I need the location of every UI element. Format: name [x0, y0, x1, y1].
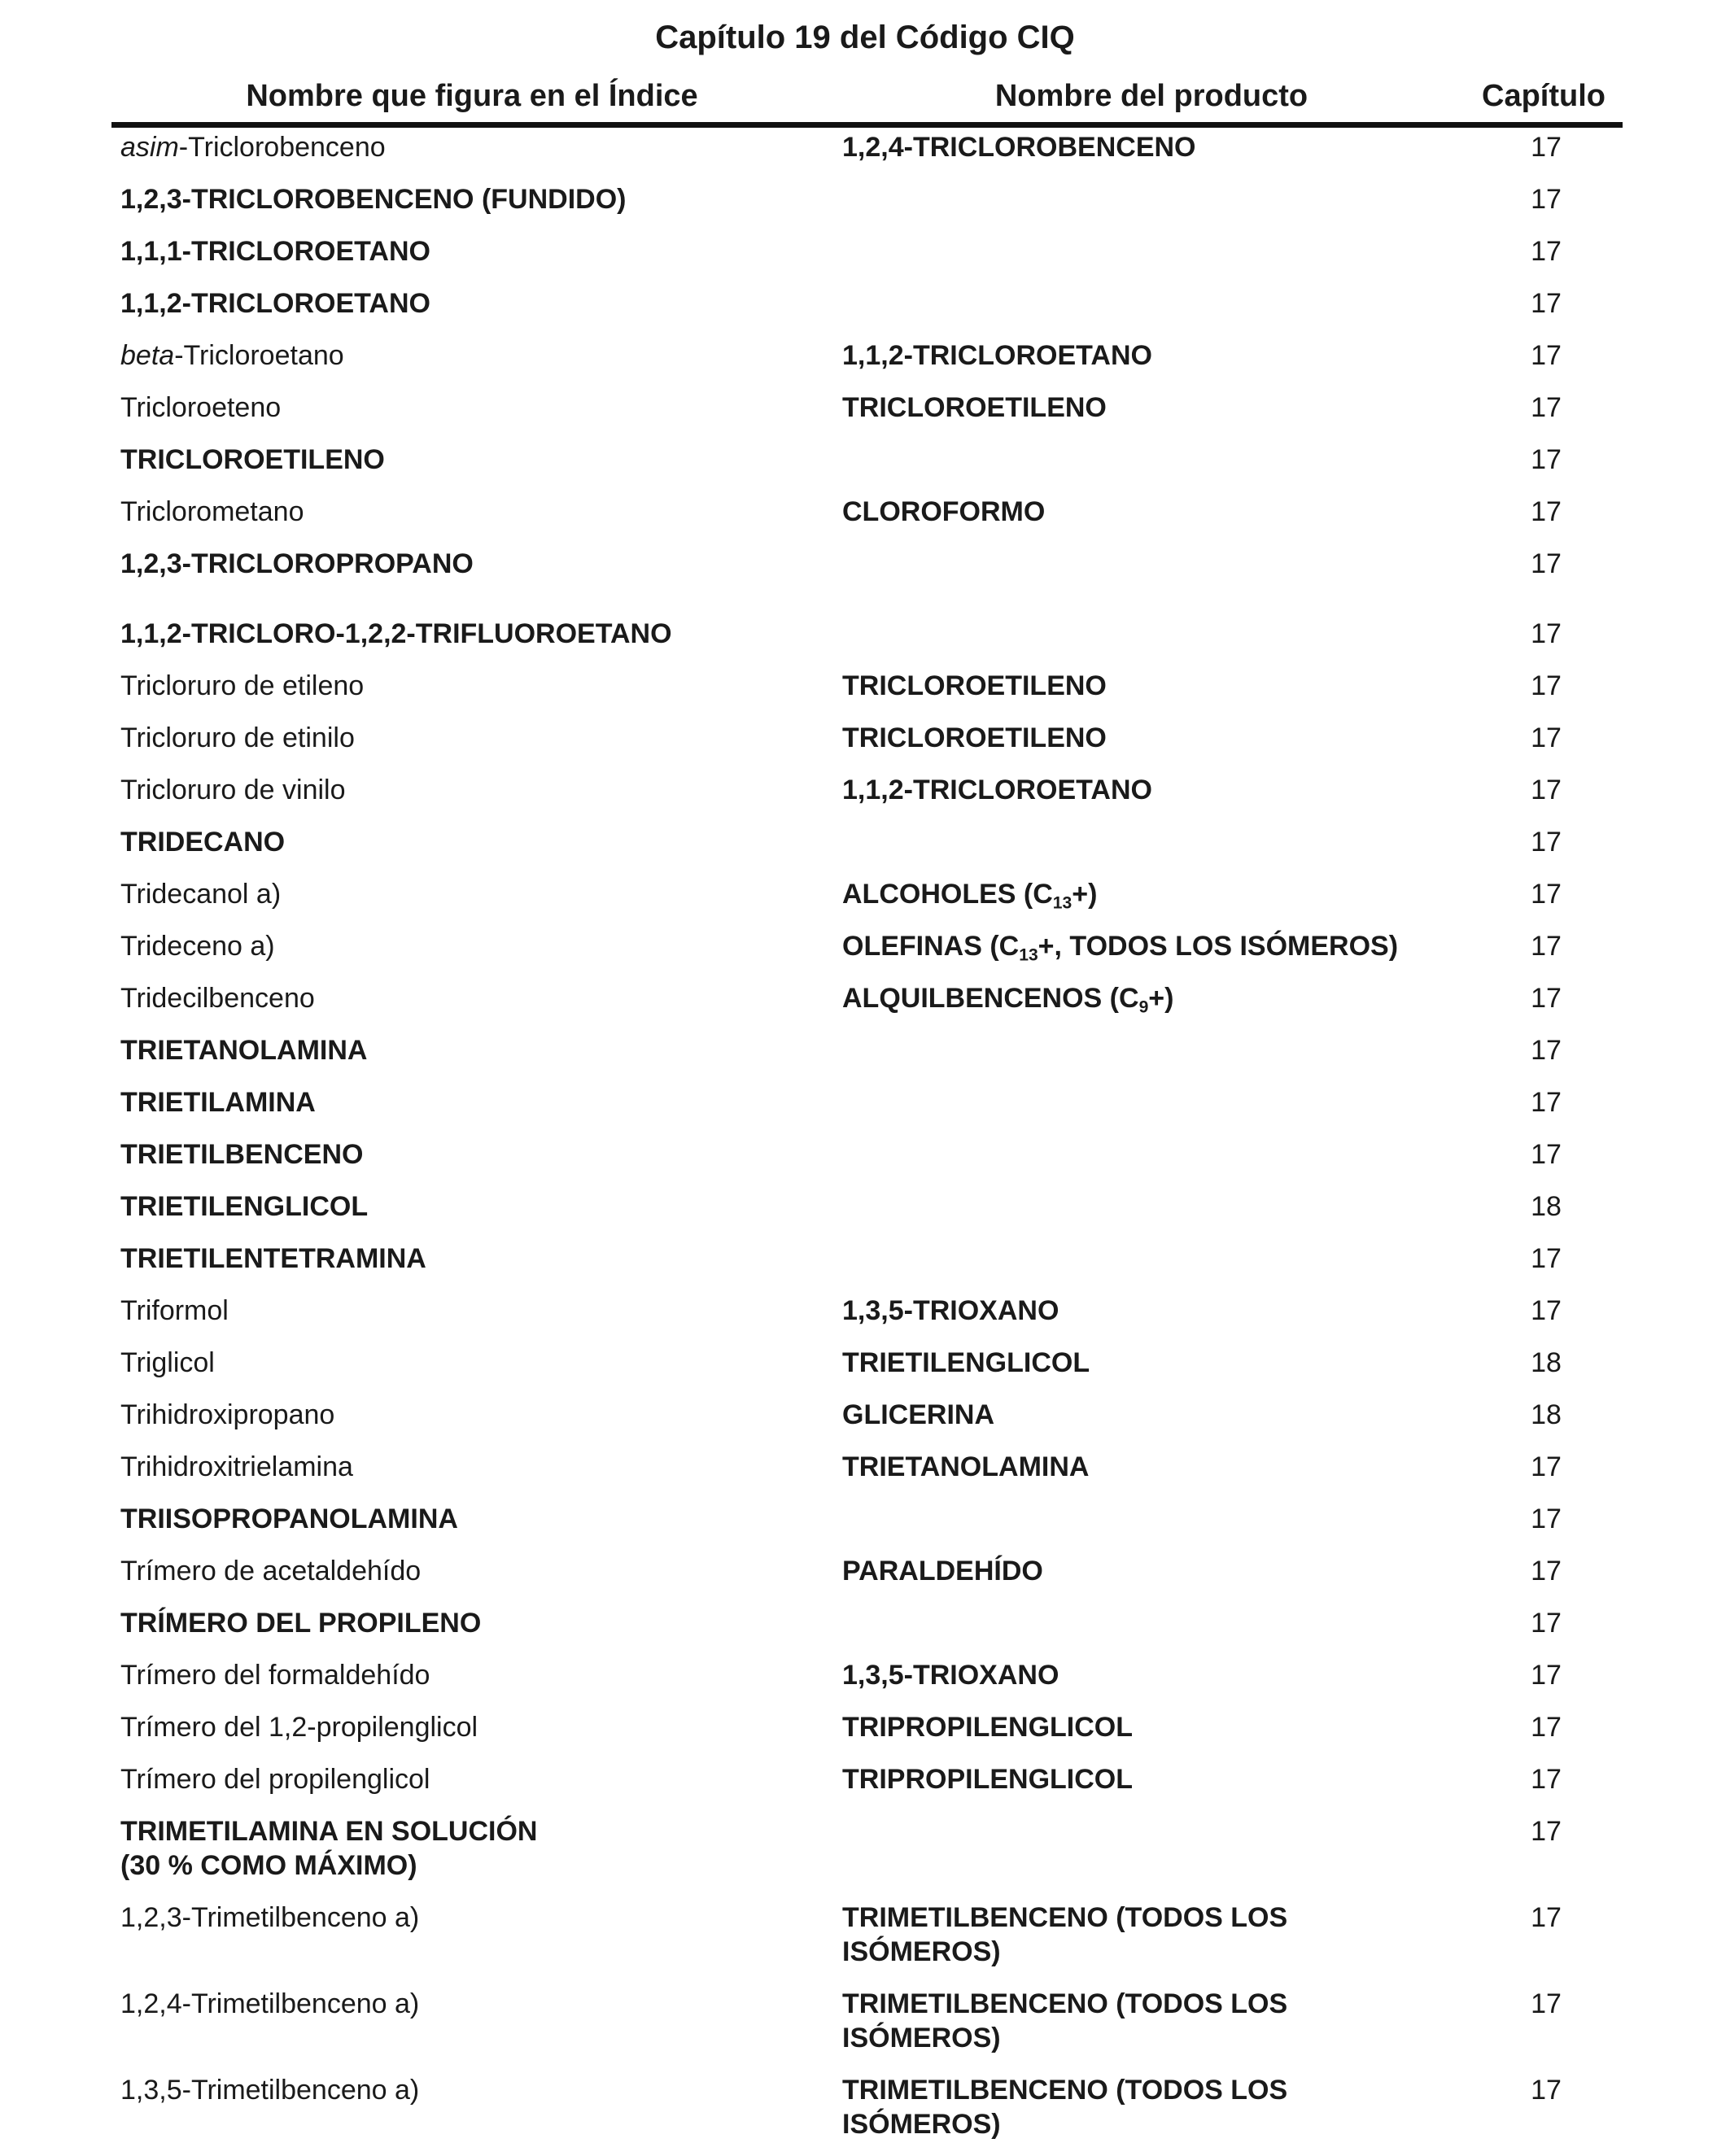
index-name-cell	[120, 1762, 812, 1796]
index-name-cell	[120, 617, 812, 651]
index-name-cell	[120, 2073, 812, 2107]
product-name-text: TRIMETILBENCENO (TODOS LOS	[842, 1902, 1288, 1933]
index-name-text: -Tricloroetano	[174, 340, 344, 371]
index-name-text: TRIMETILAMINA EN SOLUCIÓN	[120, 1816, 538, 1847]
index-name-cell	[120, 338, 812, 373]
index-name-text: TRIETILBENCENO	[120, 1139, 364, 1170]
column-header-index-name: Nombre que figura en el Índice	[246, 79, 698, 113]
product-name-suffix: +)	[1072, 879, 1098, 910]
index-name-cell	[120, 1987, 812, 2021]
chapter-cell: 17	[1531, 1035, 1562, 1066]
chapter-cell: 17	[1531, 548, 1562, 579]
chapter-cell: 17	[1531, 1556, 1562, 1586]
chapter-cell: 17	[1531, 1243, 1562, 1274]
index-name-cell	[120, 1033, 812, 1067]
product-name-cell	[842, 721, 1477, 755]
index-name-text: 1,2,3-TRICLOROPROPANO	[120, 548, 474, 579]
chapter-cell: 17	[1531, 1988, 1562, 2019]
index-name-text: Trímero del 1,2-propilenglicol	[120, 1712, 478, 1743]
product-name-cell	[842, 1554, 1477, 1588]
product-name-suffix: +, TODOS LOS ISÓMEROS)	[1038, 931, 1399, 962]
chapter-cell: 17	[1531, 722, 1562, 753]
index-name-text: Triformol	[120, 1295, 229, 1326]
index-name-text: TRIETILENTETRAMINA	[120, 1243, 426, 1274]
product-name-text-line2: ISÓMEROS)	[842, 1936, 1001, 1967]
product-name-text: 1,3,5-TRIOXANO	[842, 1295, 1059, 1326]
product-name-text: TRIETILENGLICOL	[842, 1347, 1090, 1378]
index-name-text: 1,2,4-Trimetilbenceno a)	[120, 1988, 420, 2019]
index-name-cell	[120, 1502, 812, 1536]
index-name-text: Triclorometano	[120, 496, 304, 527]
product-name-text: ALQUILBENCENOS (C	[842, 983, 1139, 1014]
product-name-text: OLEFINAS (C	[842, 931, 1020, 962]
chapter-cell: 17	[1531, 340, 1562, 371]
index-name-cell	[120, 130, 812, 164]
index-name-text: 1,1,2-TRICLOROETANO	[120, 288, 430, 319]
index-name-text: TRIISOPROPANOLAMINA	[120, 1504, 458, 1534]
product-name-cell	[842, 877, 1477, 911]
index-name-text: Trímero del propilenglicol	[120, 1764, 430, 1795]
chapter-cell: 18	[1531, 1191, 1562, 1222]
index-name-text: -Triclorobenceno	[178, 132, 386, 163]
product-name-text: GLICERINA	[842, 1399, 994, 1430]
index-name-cell	[120, 391, 812, 425]
index-name-cell	[120, 547, 812, 581]
product-name-text: 1,1,2-TRICLOROETANO	[842, 340, 1152, 371]
product-name-cell	[842, 1450, 1477, 1484]
index-name-text: 1,1,1-TRICLOROETANO	[120, 236, 430, 267]
chapter-cell: 17	[1531, 184, 1562, 215]
index-name-cell	[120, 1242, 812, 1276]
index-name-cell	[120, 286, 812, 321]
product-name-cell	[842, 929, 1477, 963]
carbon-count-subscript: 9	[1138, 997, 1149, 1017]
index-name-text: TRIDECANO	[120, 827, 286, 858]
chapter-cell: 17	[1531, 1451, 1562, 1482]
product-name-text-line2: ISÓMEROS)	[842, 2109, 1001, 2140]
page-title: Capítulo 19 del Código CIQ	[655, 20, 1075, 55]
index-name-text: 1,1,2-TRICLORO-1,2,2-TRIFLUOROETANO	[120, 618, 672, 649]
index-name-prefix: beta	[120, 340, 175, 371]
index-name-text: Trímero de acetaldehído	[120, 1556, 422, 1586]
index-name-cell	[120, 1710, 812, 1744]
index-name-cell	[120, 825, 812, 859]
index-name-cell	[120, 1137, 812, 1172]
index-name-text: Tridecanol a)	[120, 879, 282, 910]
index-name-text: TRÍMERO DEL PROPILENO	[120, 1608, 482, 1639]
index-name-prefix: asim	[120, 132, 179, 163]
chapter-cell: 17	[1531, 1608, 1562, 1639]
chapter-cell: 17	[1531, 1660, 1562, 1691]
chapter-cell: 17	[1531, 879, 1562, 910]
index-name-cell	[120, 669, 812, 703]
product-name-cell	[842, 391, 1477, 425]
product-name-cell	[842, 773, 1477, 807]
product-name-cell	[842, 981, 1477, 1015]
index-name-cell	[120, 1346, 812, 1380]
index-name-text: Triglicol	[120, 1347, 215, 1378]
product-name-cell	[842, 1658, 1477, 1692]
index-name-text: Tridecilbenceno	[120, 983, 315, 1014]
index-name-cell	[120, 1658, 812, 1692]
product-name-cell	[842, 1762, 1477, 1796]
index-name-text: Trímero del formaldehído	[120, 1660, 430, 1691]
chapter-cell: 17	[1531, 1087, 1562, 1118]
index-name-text: TRIETILENGLICOL	[120, 1191, 369, 1222]
chapter-cell: 18	[1531, 1347, 1562, 1378]
chapter-cell: 17	[1531, 1139, 1562, 1170]
index-name-cell	[120, 1189, 812, 1224]
chapter-cell: 17	[1531, 496, 1562, 527]
product-name-cell	[842, 1294, 1477, 1328]
product-name-text: TRIETANOLAMINA	[842, 1451, 1090, 1482]
index-name-cell	[120, 182, 812, 216]
chapter-cell: 17	[1531, 132, 1562, 163]
chapter-cell: 17	[1531, 236, 1562, 267]
product-name-cell	[842, 1901, 1477, 1969]
product-name-text: TRIMETILBENCENO (TODOS LOS	[842, 2075, 1288, 2106]
product-name-cell	[842, 130, 1477, 164]
column-header-chapter: Capítulo	[1482, 79, 1605, 113]
index-name-text: 1,3,5-Trimetilbenceno a)	[120, 2075, 420, 2106]
index-name-cell	[120, 929, 812, 963]
index-name-cell	[120, 1398, 812, 1432]
index-name-text: Trihidroxipropano	[120, 1399, 335, 1430]
header-divider	[111, 122, 1623, 128]
product-name-text: 1,1,2-TRICLOROETANO	[842, 775, 1152, 805]
index-name-cell	[120, 1450, 812, 1484]
index-name-cell	[120, 234, 812, 268]
index-name-cell	[120, 773, 812, 807]
product-name-cell	[842, 1710, 1477, 1744]
chapter-cell: 17	[1531, 1712, 1562, 1743]
index-name-cell	[120, 1901, 812, 1935]
index-name-cell	[120, 1085, 812, 1119]
index-name-text: TRIETILAMINA	[120, 1087, 316, 1118]
chapter-cell: 17	[1531, 1902, 1562, 1933]
product-name-text: 1,2,4-TRICLOROBENCENO	[842, 132, 1196, 163]
product-name-text: PARALDEHÍDO	[842, 1556, 1043, 1586]
chapter-cell: 18	[1531, 1399, 1562, 1430]
product-name-cell	[842, 1346, 1477, 1380]
chapter-cell: 17	[1531, 775, 1562, 805]
product-name-text: TRICLOROETILENO	[842, 722, 1107, 753]
index-name-cell	[120, 1606, 812, 1640]
product-name-text: TRIMETILBENCENO (TODOS LOS	[842, 1988, 1288, 2019]
index-name-cell	[120, 877, 812, 911]
index-name-cell	[120, 1294, 812, 1328]
chapter-cell: 17	[1531, 444, 1562, 475]
index-name-text: Tricloruro de etileno	[120, 670, 365, 701]
product-name-text: CLOROFORMO	[842, 496, 1046, 527]
product-name-text: TRIPROPILENGLICOL	[842, 1764, 1133, 1795]
index-name-text: Trihidroxitrielamina	[120, 1451, 353, 1482]
chapter-cell: 17	[1531, 1295, 1562, 1326]
product-name-cell	[842, 1398, 1477, 1432]
index-name-cell	[120, 495, 812, 529]
chapter-cell: 17	[1531, 827, 1562, 858]
index-name-cell	[120, 721, 812, 755]
index-name-text: 1,2,3-TRICLOROBENCENO (FUNDIDO)	[120, 184, 627, 215]
product-name-suffix: +)	[1148, 983, 1174, 1014]
index-name-text: Trideceno a)	[120, 931, 275, 962]
chapter-cell: 17	[1531, 1504, 1562, 1534]
index-name-text: Tricloruro de vinilo	[120, 775, 346, 805]
carbon-count-subscript: 13	[1019, 945, 1038, 965]
index-name-text: Tricloroeteno	[120, 392, 282, 423]
index-name-text: TRIETANOLAMINA	[120, 1035, 368, 1066]
chapter-cell: 17	[1531, 670, 1562, 701]
product-name-cell	[842, 669, 1477, 703]
chapter-cell: 17	[1531, 288, 1562, 319]
chapter-cell: 17	[1531, 392, 1562, 423]
column-header-product-name: Nombre del producto	[994, 79, 1308, 113]
index-name-cell	[120, 1554, 812, 1588]
index-name-text: TRICLOROETILENO	[120, 444, 385, 475]
product-name-text: TRICLOROETILENO	[842, 392, 1107, 423]
product-name-cell	[842, 1987, 1477, 2055]
chapter-cell: 17	[1531, 1816, 1562, 1847]
index-name-cell	[120, 981, 812, 1015]
product-name-text: TRIPROPILENGLICOL	[842, 1712, 1133, 1743]
product-name-cell	[842, 495, 1477, 529]
product-name-cell	[842, 338, 1477, 373]
index-name-cell	[120, 443, 812, 477]
index-name-text: 1,2,3-Trimetilbenceno a)	[120, 1902, 420, 1933]
product-name-text: 1,3,5-TRIOXANO	[842, 1660, 1059, 1691]
chapter-cell: 17	[1531, 2075, 1562, 2106]
chapter-cell: 17	[1531, 618, 1562, 649]
chapter-cell: 17	[1531, 1764, 1562, 1795]
product-name-text: ALCOHOLES (C	[842, 879, 1053, 910]
carbon-count-subscript: 13	[1052, 893, 1073, 913]
product-name-cell	[842, 2073, 1477, 2141]
index-name-text: Tricloruro de etinilo	[120, 722, 355, 753]
chapter-cell: 17	[1531, 983, 1562, 1014]
chapter-cell: 17	[1531, 931, 1562, 962]
product-name-text: TRICLOROETILENO	[842, 670, 1107, 701]
index-name-cell	[120, 1814, 812, 1883]
product-name-text-line2: ISÓMEROS)	[842, 2023, 1001, 2053]
index-name-text-line2: (30 % COMO MÁXIMO)	[120, 1850, 417, 1881]
